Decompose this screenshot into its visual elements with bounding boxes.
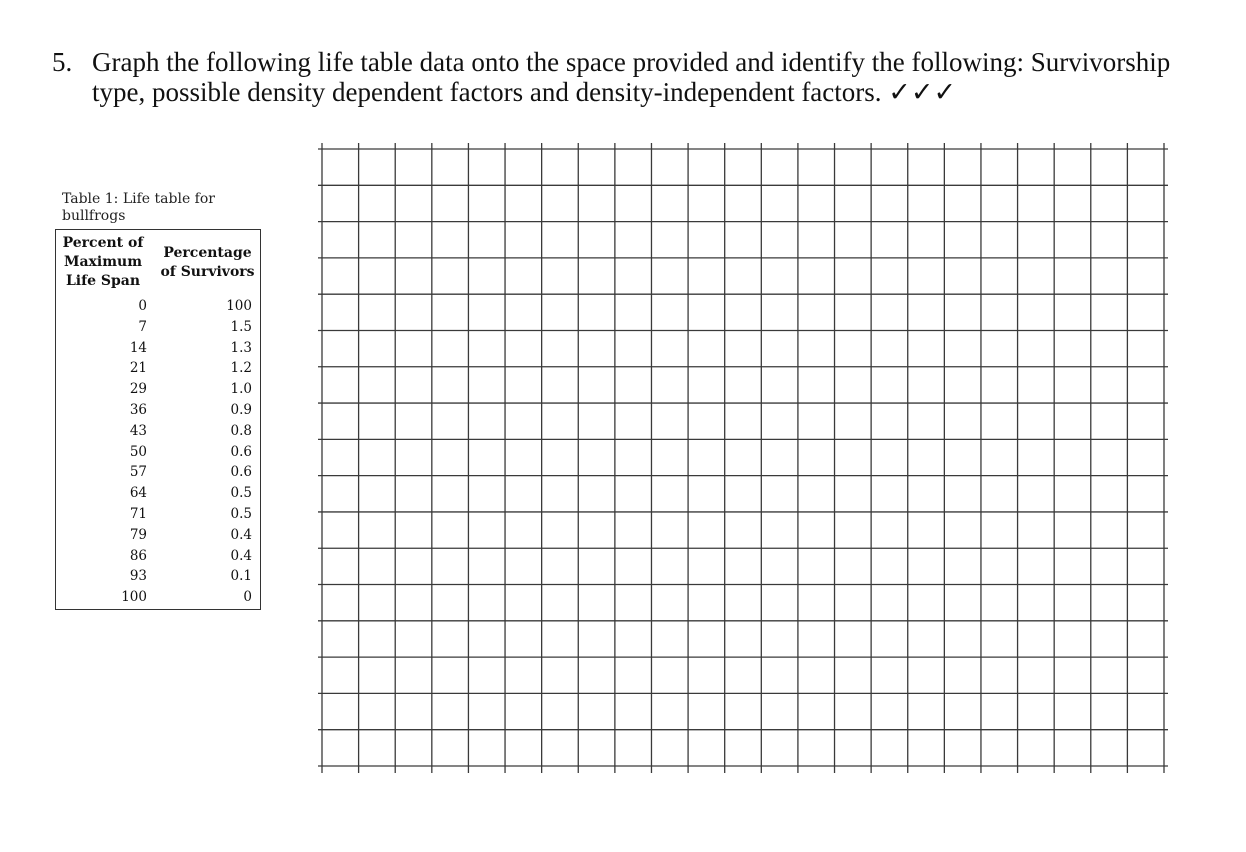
survivors-value: 0.4 (230, 547, 252, 564)
table-row (56, 338, 260, 359)
life-span-value: 86 (129, 547, 147, 564)
life-table (55, 229, 261, 610)
table-row (56, 483, 260, 504)
table-body (56, 296, 260, 608)
table-row (56, 525, 260, 546)
table-row (56, 296, 260, 317)
life-span-value: 0 (138, 298, 147, 314)
survivors-value: 0.6 (230, 443, 252, 460)
survivors-value: 0 (243, 589, 252, 606)
graph-grid-lines (318, 143, 1168, 773)
table-row (56, 587, 260, 608)
survivors-value: 0.1 (230, 568, 252, 585)
graph-grid[interactable] (318, 143, 1168, 773)
life-span-value: 71 (129, 505, 147, 522)
table-row (56, 317, 260, 338)
life-span-value: 79 (129, 526, 147, 543)
survivors-value: 0.5 (230, 505, 252, 522)
life-span-value: 64 (129, 485, 147, 502)
table-row (56, 566, 260, 587)
table-row (56, 358, 260, 379)
survivors-value: 1.0 (230, 381, 252, 398)
survivors-value: 0.6 (230, 464, 252, 481)
column-header-life-span: Percent of Maximum Life Span (62, 235, 144, 289)
table-caption: Table 1: Life table for bullfrogs (62, 191, 215, 224)
table-row (56, 504, 260, 525)
table-row (56, 442, 260, 463)
life-span-value: 43 (129, 422, 147, 439)
survivors-value: 100 (226, 298, 252, 314)
life-span-value: 36 (129, 401, 147, 418)
column-header-survivors: Percentage of Survivors (160, 245, 255, 280)
life-span-value: 14 (129, 339, 147, 356)
life-span-value: 29 (129, 381, 147, 398)
life-span-value: 50 (129, 443, 147, 460)
life-span-value: 100 (121, 589, 147, 606)
life-span-value: 93 (129, 568, 147, 585)
survivors-value: 1.3 (230, 339, 252, 356)
table-row (56, 400, 260, 421)
survivors-value: 0.4 (230, 526, 252, 543)
survivors-value: 0.5 (230, 485, 252, 502)
table-row (56, 462, 260, 483)
question-text: Graph the following life table data onto the space provided and identify the following: Survivorship type, possible density dependent factors and density-independent factors. ✓✓✓ (92, 47, 1171, 107)
life-span-value: 7 (138, 318, 147, 335)
survivors-value: 0.9 (230, 401, 252, 418)
table-row (56, 546, 260, 567)
life-span-value: 21 (129, 360, 147, 377)
life-span-value: 57 (129, 464, 147, 481)
survivors-value: 1.5 (230, 318, 252, 335)
survivors-value: 0.8 (230, 422, 252, 439)
question-number: 5. (52, 47, 73, 77)
table-row (56, 379, 260, 400)
table-row (56, 421, 260, 442)
survivors-value: 1.2 (230, 360, 252, 377)
